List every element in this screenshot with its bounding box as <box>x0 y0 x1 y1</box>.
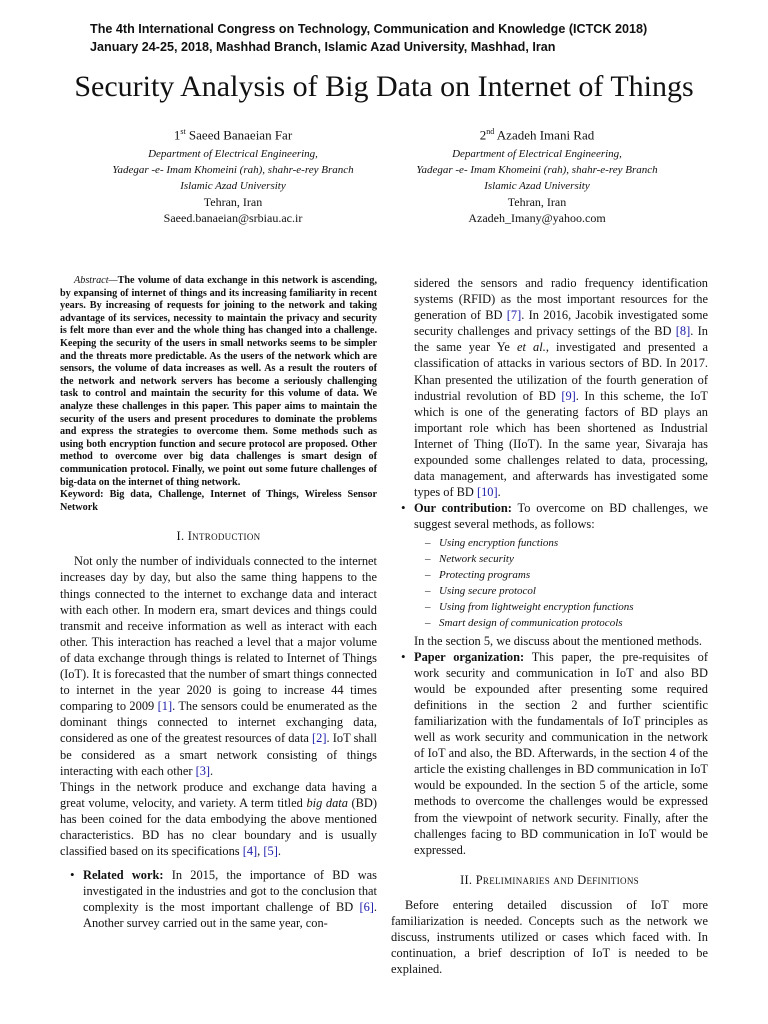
author-block-2 <box>347 123 727 226</box>
author-department: Department of Electrical Engineering, <box>452 148 622 161</box>
conference-name: The 4th International Congress on Technology, Communication and Knowledge (ICTCK 2018) <box>90 22 648 36</box>
method-item: – Using from lightweight encryption functions <box>391 599 708 615</box>
author-name: 1st Saeed Banaeian Far <box>173 127 293 143</box>
intro-paragraph-1: Not only the number of individuals connected to the internet increases day by day, but also the same thing happens to the things connected to the internet to exchange data and interact with each other. In modern era, smart devices and things could transmit and receive information as well as interact with each other. This interaction has reached a level that a major volume of data exchange through things is related to Internet of Things (IoT). It is forecasted that the number of smart things connected to internet in the year 2020 is going to increase 44 times comparing to 2009 [1]. The sensors could be enumerated as the dominant things connected to internet exchanging data, considered as one of the greatest resources of data [2]. IoT shall be considered as a smart network consisting of things interacting with each other [3]. <box>60 554 377 778</box>
contribution-bullets <box>391 500 708 532</box>
citation-link[interactable]: [1] <box>157 699 173 714</box>
citation-link[interactable]: [8] <box>675 324 691 339</box>
intro-paragraph-2: Things in the network produce and exchange data having a great volume, velocity, and variety. A term titled big data (BD) has been coined for the data embodying the above mentioned characteristics. BD has no clear boundary and is usually classified based on its specifications [4], [5]. <box>60 779 377 859</box>
preliminaries-paragraph: Before entering detailed discussion of IoT more familiarization is needed. Concepts such as the network we discuss, instruments utilized or cases which faced with. In continuation, a brief description of IoT is needed to be explained. <box>391 897 708 977</box>
method-item: – Using secure protocol <box>391 583 708 599</box>
method-item: – Network security <box>391 551 708 567</box>
citation-link[interactable]: [6] <box>359 900 374 915</box>
abstract: Abstract—The volume of data exchange in this network is ascending, by expansing of internet of things and its increasing familiarity in recent years. By increasing of requests for joining to the network and taking advantage of its services, necessity to maintain the privacy and security is felt more than ever and the whole thing has changed into a challenge. Keeping the security of the users in small networks seems to be simpler and the threats more predictable. As the users of the network which are sensors, the volume of data increases as well. As a result the routers of the network and network servers has become a seriously challenging task to control and maintain the security for this volume of data. We analyze these challenges in this paper. This paper aims to maintain the security of the users and present procedures to dominate the problems and express the strategies to overcome them. Some methods such as using both encryption function and secure protocol are proposed. Other method to overcome over big data challenges is smart design of communication protocol. Finally, we point out some future challenges of big-data on the internet of thing network. <box>60 275 377 488</box>
intro-bullets <box>60 867 377 931</box>
author-name: 2nd Azadeh Imani Rad <box>479 127 595 143</box>
citation-link[interactable]: [7] <box>506 308 522 323</box>
citation-link[interactable]: [4] <box>242 844 258 859</box>
paper-title: Security Analysis of Big Data on Internet of Things <box>74 70 694 103</box>
author-university: Islamic Azad University <box>180 180 286 193</box>
section5-note: In the section 5, we discuss about the mentioned methods. <box>414 633 703 648</box>
conference-header <box>90 20 710 56</box>
author-branch: Yadegar -e- Imam Khomeini (rah), shahr-e-rey Branch <box>112 164 354 177</box>
author-city: Tehran, Iran <box>507 195 567 210</box>
organization-bullet: • Paper organization: This paper, the pre-requisites of work security and communication in IoT and also BD would be expounded after presenting some required definitions in the section 2 and further scientific familiarization with the fundamentals of IoT principles as well as work security and communication in the network of IoT and also, the BD. Afterwards, in the section 4 of the article the existing challenges in BD communication in IoT would be expounded. In the section 5 of the article, some methods to overcome the challenges would be expressed from the viewpoint of network security. Finally, after the challenges facing to BD communication in IoT would be expressed. <box>391 649 708 858</box>
author-email: Saeed.banaeian@srbiau.ac.ir <box>163 211 303 226</box>
citation-link[interactable]: [3] <box>195 763 211 778</box>
author-email: Azadeh_Imany@yahoo.com <box>468 211 606 226</box>
methods-list <box>391 535 708 631</box>
method-item: – Protecting programs <box>391 567 708 583</box>
section-heading-introduction: I. Introduction <box>176 529 261 544</box>
author-branch: Yadegar -e- Imam Khomeini (rah), shahr-e-rey Branch <box>416 164 658 177</box>
contribution-bullet: • Our contribution: To overcome on BD challenges, we suggest several methods, as follows: <box>391 500 708 532</box>
author-city: Tehran, Iran <box>203 195 263 210</box>
organization-bullets <box>391 649 708 858</box>
keywords: Keyword: Big data, Challenge, Internet of Things, Wireless Sensor Network <box>60 489 377 513</box>
left-column <box>60 275 377 932</box>
author-university: Islamic Azad University <box>484 180 590 193</box>
conference-date-venue: January 24-25, 2018, Mashhad Branch, Islamic Azad University, Mashhad, Iran <box>90 40 556 54</box>
citation-link[interactable]: [9] <box>561 388 576 403</box>
related-work-continued: sidered the sensors and radio frequency identification systems (RFID) as the most important resources for the generation of BD [7]. In 2016, Jacobik investigated some security challenges and privacy settings of the BD [8]. In the same year Ye et al., investigated and presented a classification of attacks in various sectors of BD. In 2017. Khan presented the utilization of the fourth generation of industrial revolution of BD [9]. In this scheme, the IoT which is one of the generating factors of BD plays an important role which has been shortened as Industrial Internet of Thing (IIoT). In the same year, Sivaraja has expounded some challenges related to data, processing, data management, and afterwards has investigated some types of BD [10]. <box>414 276 709 500</box>
right-column <box>391 275 708 977</box>
citation-link[interactable]: [2] <box>312 731 327 746</box>
citation-link[interactable]: [5] <box>263 844 278 859</box>
related-work-bullet: • Related work: In 2015, the importance of BD was investigated in the industries and got to the conclusion that complexity is the most important challenge of BD [6]. Another survey carried out in the same year, con- <box>60 867 377 931</box>
author-department: Department of Electrical Engineering, <box>148 148 318 161</box>
citation-link[interactable]: [10] <box>476 485 498 500</box>
section-heading-preliminaries: II. Preliminaries and Definitions <box>460 872 639 887</box>
method-item: – Smart design of communication protocols <box>391 615 708 631</box>
method-item: – Using encryption functions <box>391 535 708 551</box>
